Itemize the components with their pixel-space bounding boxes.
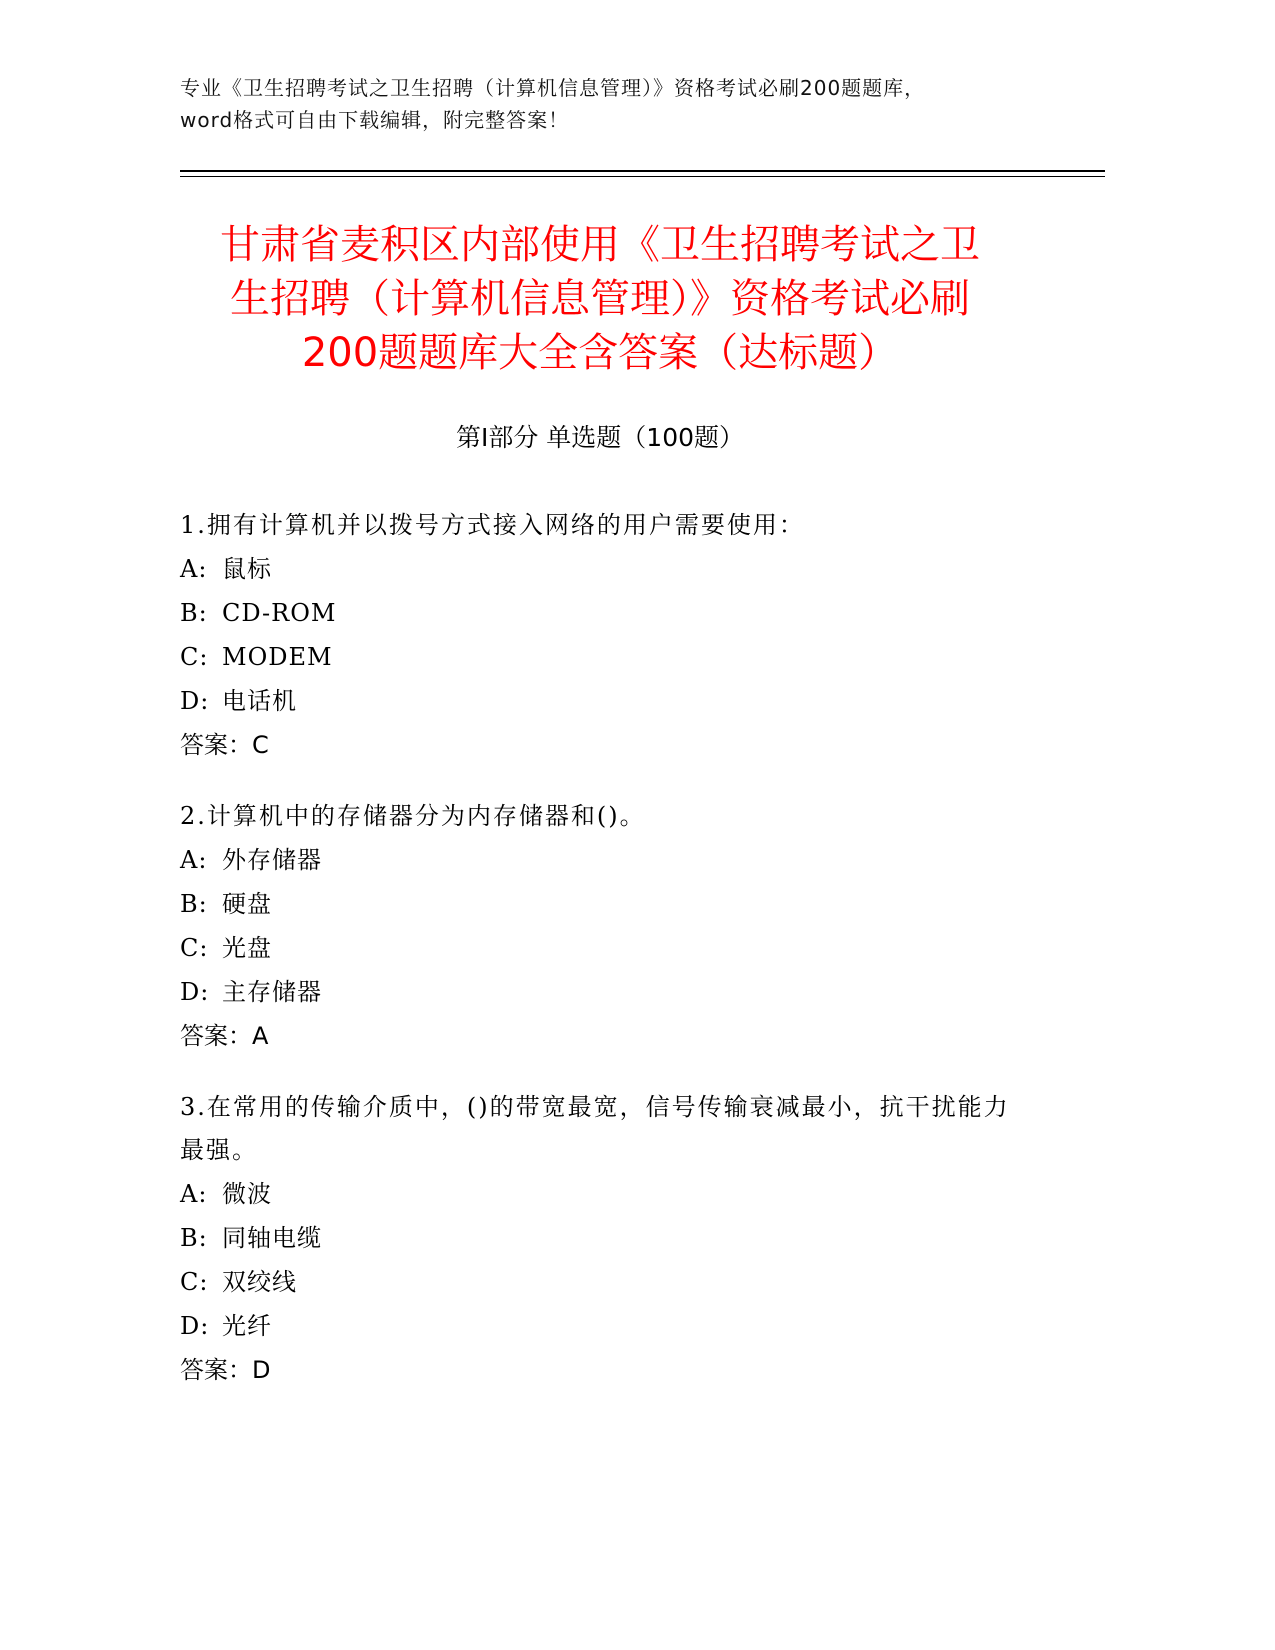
header-rule-thick [180, 170, 1105, 172]
option-text: 同轴电缆 [222, 1224, 322, 1252]
option-b [180, 882, 1020, 926]
page-header [180, 72, 1080, 136]
option-letter: D: [180, 978, 210, 1006]
option-letter: C: [180, 643, 209, 671]
title-line-3: 200题题库大全含答案（达标题） [301, 330, 899, 376]
option-d [180, 679, 1020, 723]
answer: 答案：D [180, 1356, 271, 1384]
option-c [180, 1260, 1020, 1304]
option-letter: A: [180, 555, 208, 583]
option-a [180, 838, 1020, 882]
option-letter: B: [180, 890, 208, 918]
option-text: 鼠标 [222, 555, 272, 583]
option-a [180, 547, 1020, 591]
option-c [180, 926, 1020, 970]
option-text: 微波 [222, 1180, 272, 1208]
option-letter: A: [180, 846, 208, 874]
option-text: MODEM [222, 643, 333, 671]
option-c [180, 635, 1020, 679]
question-text: 1.拥有计算机并以拨号方式接入网络的用户需要使用： [180, 511, 805, 539]
option-text: 主存储器 [222, 978, 322, 1006]
option-text: 外存储器 [222, 846, 322, 874]
option-b [180, 591, 1020, 635]
question-text: 2.计算机中的存储器分为内存储器和()。 [180, 802, 646, 830]
option-d [180, 1304, 1020, 1348]
option-letter: D: [180, 687, 210, 715]
option-letter: D: [180, 1312, 210, 1340]
option-text: 光盘 [222, 934, 272, 962]
option-b [180, 1216, 1020, 1260]
option-text: 光纤 [222, 1312, 272, 1340]
header-line-1: 专业《卫生招聘考试之卫生招聘（计算机信息管理）》资格考试必刷200题题库， [180, 76, 926, 100]
document-title [150, 218, 1050, 380]
option-letter: B: [180, 599, 208, 627]
option-text: CD-ROM [222, 599, 337, 627]
question-1 [180, 504, 1020, 767]
option-text: 双绞线 [222, 1268, 297, 1296]
header-line-2: word格式可自由下载编辑，附完整答案！ [180, 108, 570, 132]
option-letter: C: [180, 1268, 209, 1296]
question-2 [180, 795, 1020, 1058]
option-letter: A: [180, 1180, 208, 1208]
title-line-1: 甘肃省麦积区内部使用《卫生招聘考试之卫 [220, 222, 980, 268]
question-3 [180, 1086, 1020, 1392]
option-letter: C: [180, 934, 209, 962]
answer: 答案：A [180, 1022, 269, 1050]
option-text: 电话机 [222, 687, 297, 715]
question-text: 3.在常用的传输介质中，()的带宽最宽，信号传输衰减最小，抗干扰能力最强。 [180, 1093, 1010, 1164]
section-title: 第Ⅰ部分 单选题（100题） [455, 423, 745, 452]
answer: 答案：C [180, 731, 269, 759]
option-d [180, 970, 1020, 1014]
option-a [180, 1172, 1020, 1216]
question-list [180, 504, 1020, 1420]
option-text: 硬盘 [222, 890, 272, 918]
option-letter: B: [180, 1224, 208, 1252]
title-line-2: 生招聘（计算机信息管理）》资格考试必刷 [230, 276, 970, 322]
header-rule-thin [180, 176, 1105, 177]
